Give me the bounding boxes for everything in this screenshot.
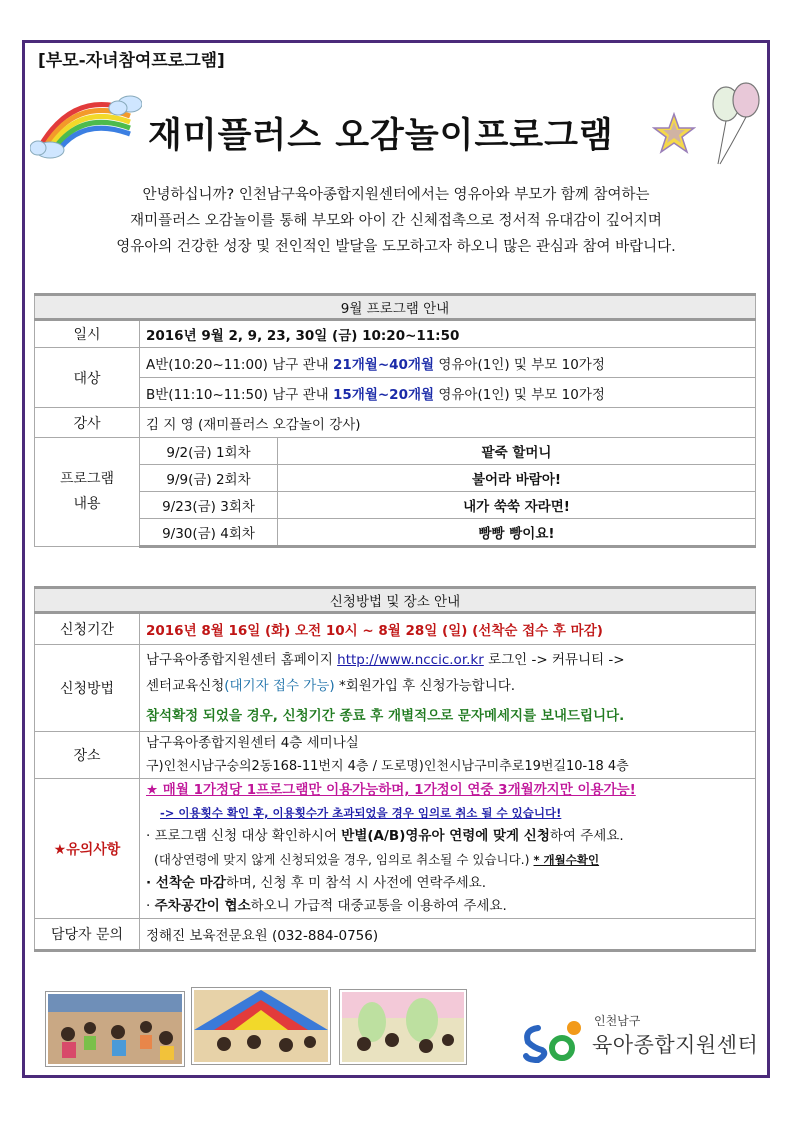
session-date: 9/23(금) 3회차 [140,492,278,519]
notice-line-1: ★ 매월 1가정당 1프로그램만 이용가능하며, 1가정이 연중 3개월까지만 이용가능! [146,782,636,798]
class-b-pre: B반(11:10~11:50) 남구 관내 [146,386,333,403]
contact-value: 정해진 보육전문요원 (032-884-0756) [140,919,756,951]
date-label: 일시 [35,320,140,348]
star-icon [652,112,696,156]
class-b-row [140,378,756,408]
center-logo-icon [522,1018,588,1064]
intro-line: 영유아의 건강한 성장 및 전인적인 발달을 도모하고자 하오니 많은 관심과 참여 바랍니다. [116,239,676,255]
period-label: 신청기간 [35,613,140,645]
class-b-age: 15개월~20개월 [333,386,435,403]
notice-text: 하오니 가급적 대중교통을 이용하여 주세요. [250,898,507,914]
notice-text: 하여 주세요. [549,828,624,844]
session-date: 9/9(금) 2회차 [140,465,278,492]
period-value: 2016년 8월 16일 (화) 오전 10시 ~ 8월 28일 (일) (선착순 접수 후 마감) [140,613,756,645]
intro-line: 재미플러스 오감놀이를 통해 부모와 아이 간 신체접촉으로 정서적 유대감이 깊어지며 [130,213,662,229]
intro-text [40,182,752,260]
activity-photo-3 [340,990,466,1064]
notice-line-4 [146,848,749,872]
apply-table [34,586,756,952]
activity-photo-2 [192,988,330,1064]
method-text: 남구육아종합지원센터 홈페이지 [146,652,338,668]
center-logo-text [592,1012,758,1059]
method-text: *회원가입 후 신청가능합니다. [334,678,516,694]
intro-line: 안녕하십니까? 인천남구육아종합지원센터에서는 영유아와 부모가 함께 참여하는 [142,187,650,203]
class-a-row [140,348,756,378]
logo-line-2: 육아종합지원센터 [592,1033,759,1057]
session-title: 불어라 바람아! [278,465,756,492]
notice-text: 하며, 신청 후 미 참석 시 사전에 연락주세요. [225,875,487,891]
place-label: 장소 [35,732,140,779]
notice-bold: · 선착순 마감 [146,875,226,891]
place-line-1: 남구육아종합지원센터 4층 세미나실 [146,735,359,751]
notice-text: (대상연령에 맞지 않게 신청되었을 경우, 임의로 취소될 수 있습니다.) [154,852,530,867]
notice-text: · [146,898,155,914]
notice-line-2: -> 이용횟수 확인 후, 이용횟수가 초과되었을 경우 임의로 취소 될 수 있습니다! [160,806,562,820]
date-value: 2016년 9월 2, 9, 23, 30일 (금) 10:20~11:50 [140,320,756,348]
notice-label: ★유의사항 [35,779,140,919]
notice-line-6 [146,895,749,918]
session-date: 9/30(금) 4회차 [140,519,278,547]
class-a-pre: A반(10:20~11:00) 남구 관내 [146,356,333,373]
homepage-link[interactable]: http://www.nccic.or.kr [337,652,484,668]
content-label: 프로그램 내용 [35,438,140,547]
apply-table-header: 신청방법 및 장소 안내 [35,588,756,613]
notice-text: · 프로그램 신청 대상 확인하시어 [146,828,342,844]
contact-label: 담당자 문의 [35,919,140,951]
teacher-value: 김 지 영 (재미플러스 오감놀이 강사) [140,408,756,438]
logo-line-1: 인천남구 [594,1014,641,1028]
program-tag: [부모-자녀참여프로그램] [38,51,225,71]
notice-bold: 반별(A/B)영유아 연령에 맞게 신청 [341,828,550,844]
notice-value [140,779,756,919]
place-value [140,732,756,779]
method-text: 센터교육신청 [146,678,225,694]
program-table-header: 9월 프로그램 안내 [35,295,756,320]
target-label: 대상 [35,348,140,408]
class-a-post: 영유아(1인) 및 부모 10가정 [434,356,605,373]
method-line-2 [146,673,749,699]
session-title: 팥죽 할머니 [278,438,756,465]
method-value [140,645,756,732]
age-check-note: * 개월수확인 [533,853,600,867]
waitlist-note: (대기자 접수 가능) [224,678,335,694]
class-a-age: 21개월~40개월 [332,356,435,373]
class-b-post: 영유아(1인) 및 부모 10가정 [434,386,605,403]
notice-line-3 [146,825,749,848]
method-label: 신청방법 [35,645,140,732]
place-line-2: 구)인천시남구숭의2동168-11번지 4층 / 도로명)인천시남구미추로19번길10-18 4층 [146,759,629,774]
activity-photo-1 [46,992,184,1066]
method-text: 로그인 -> 커뮤니티 -> [483,652,625,668]
notice-line-5 [146,872,749,895]
session-title: 빵빵 빵이요! [278,519,756,547]
session-date: 9/2(금) 1회차 [140,438,278,465]
method-line-1 [146,647,749,673]
page-title: 재미플러스 오감놀이프로그램 [148,116,614,156]
rainbow-icon [30,88,142,160]
balloons-icon [704,82,768,168]
notice-bold: 주차공간이 협소 [154,898,251,914]
method-line-3: 참석확정 되었을 경우, 신청기간 종료 후 개별적으로 문자메세지를 보내드립니다. [146,708,625,724]
teacher-label: 강사 [35,408,140,438]
session-title: 내가 쑥쑥 자라면! [278,492,756,519]
program-table [34,293,756,548]
